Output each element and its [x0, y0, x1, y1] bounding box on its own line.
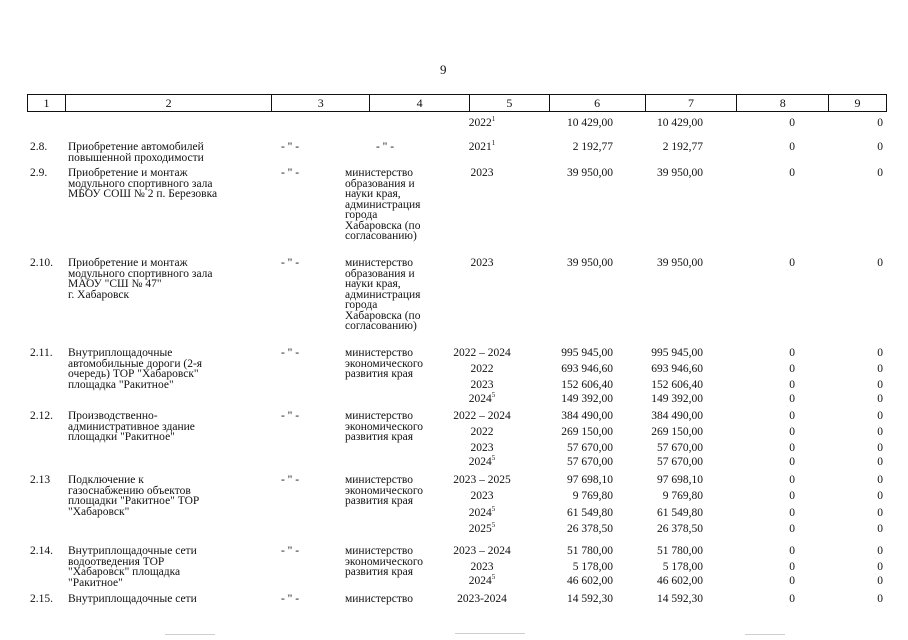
value-col-8: 0 — [789, 545, 795, 557]
value-col-7: 2 192,77 — [662, 141, 703, 153]
value-col-7: 384 490,00 — [651, 410, 703, 422]
value-col-9: 0 — [877, 523, 883, 535]
footnote-mark: 5 — [491, 391, 496, 400]
row-executor: - " - — [375, 141, 395, 153]
header-col-9: 9 — [828, 95, 886, 111]
value-col-9: 0 — [877, 456, 883, 468]
year-text: 2024 — [468, 456, 492, 468]
row-executor: министерство образования и науки края, администрация города Хабаровска (по согласованию) — [345, 257, 421, 332]
header-col-5: 5 — [469, 95, 549, 111]
value-col-7: 46 602,00 — [657, 575, 703, 587]
row-year — [442, 573, 522, 587]
row-responsible-ref: - " - — [280, 167, 300, 179]
value-col-6: 2 192,77 — [572, 141, 613, 153]
year-text: 2023 — [470, 257, 494, 269]
value-col-8: 0 — [789, 575, 795, 587]
header-col-8: 8 — [736, 95, 828, 111]
value-col-9: 0 — [877, 593, 883, 605]
row-year — [442, 115, 522, 129]
row-executor: министерство экономического развития края — [345, 474, 424, 507]
row-year — [442, 443, 522, 454]
value-col-6: 269 150,00 — [561, 426, 613, 438]
year-text: 2023 — [470, 379, 494, 391]
value-col-9: 0 — [877, 117, 883, 129]
value-col-9: 0 — [877, 507, 883, 519]
value-col-7: 269 150,00 — [651, 426, 703, 438]
year-text: 2024 — [468, 393, 492, 405]
row-executor: министерство — [345, 593, 413, 605]
row-executor: министерство экономического развития края — [345, 545, 424, 578]
value-col-8: 0 — [789, 393, 795, 405]
value-col-7: 51 780,00 — [657, 545, 703, 557]
header-col-1: 1 — [43, 95, 50, 110]
year-text: 2024 — [468, 575, 492, 587]
row-year — [442, 168, 522, 179]
value-col-6: 152 606,40 — [561, 379, 613, 391]
row-year — [442, 505, 522, 519]
row-year — [442, 562, 522, 573]
row-responsible-ref: - " - — [280, 141, 300, 153]
value-col-7: 995 945,00 — [651, 347, 703, 359]
value-col-6: 57 670,00 — [567, 442, 613, 454]
row-name: Приобретение и монтаж модульного спортивного зала МАОУ "СШ № 47" г. Хабаровск — [68, 257, 213, 301]
scan-artifact — [165, 634, 215, 635]
value-col-9: 0 — [877, 347, 883, 359]
row-executor: министерство экономического развития края — [345, 410, 424, 443]
value-col-7: 97 698,10 — [657, 474, 703, 486]
row-year — [442, 454, 522, 468]
value-col-8: 0 — [789, 456, 795, 468]
header-col-4: 4 — [369, 95, 469, 111]
year-text: 2025 — [468, 523, 492, 535]
year-text: 2022 – 2024 — [453, 347, 511, 359]
value-col-7: 61 549,80 — [657, 507, 703, 519]
value-col-9: 0 — [877, 167, 883, 179]
row-responsible-ref: - " - — [280, 593, 300, 605]
value-col-7: 5 178,00 — [662, 561, 703, 573]
value-col-6: 39 950,00 — [567, 257, 613, 269]
footnote-mark: 5 — [491, 454, 496, 463]
row-number: 2.14. — [30, 545, 53, 557]
value-col-7: 57 670,00 — [657, 456, 703, 468]
year-text: 2024 — [468, 507, 492, 519]
header-col-7: 7 — [645, 95, 737, 111]
year-text: 2023 — [470, 167, 494, 179]
value-col-7: 10 429,00 — [657, 117, 703, 129]
row-year — [442, 258, 522, 269]
row-name: Подключение к газоснабжению объектов площадки "Ракитное" ТОР "Хабаровск" — [68, 474, 200, 518]
value-col-9: 0 — [877, 490, 883, 502]
header-col-6: 6 — [549, 95, 645, 111]
value-col-9: 0 — [877, 442, 883, 454]
row-name: Приобретение и монтаж модульного спортивного зала МБОУ СОШ № 2 п. Березовка — [68, 167, 218, 200]
value-col-9: 0 — [877, 363, 883, 375]
row-number: 2.8. — [30, 141, 48, 153]
row-year — [442, 391, 522, 405]
value-col-8: 0 — [789, 167, 795, 179]
value-col-8: 0 — [789, 593, 795, 605]
row-number: 2.12. — [30, 410, 53, 422]
value-col-9: 0 — [877, 474, 883, 486]
value-col-7: 152 606,40 — [651, 379, 703, 391]
value-col-9: 0 — [877, 379, 883, 391]
year-text: 2022 — [468, 117, 492, 129]
value-col-9: 0 — [877, 393, 883, 405]
value-col-7: 14 592,30 — [657, 593, 703, 605]
value-col-6: 149 392,00 — [561, 393, 613, 405]
row-number: 2.13 — [30, 474, 51, 486]
value-col-8: 0 — [789, 141, 795, 153]
value-col-7: 26 378,50 — [657, 523, 703, 535]
value-col-6: 61 549,80 — [567, 507, 613, 519]
row-name: Внутриплощадочные сети — [68, 593, 197, 605]
value-col-7: 9 769,80 — [662, 490, 703, 502]
value-col-8: 0 — [789, 561, 795, 573]
value-col-8: 0 — [789, 490, 795, 502]
row-year — [442, 380, 522, 391]
value-col-7: 693 946,60 — [651, 363, 703, 375]
value-col-6: 14 592,30 — [567, 593, 613, 605]
row-year — [442, 491, 522, 502]
value-col-7: 39 950,00 — [657, 167, 703, 179]
value-col-6: 693 946,60 — [561, 363, 613, 375]
value-col-6: 46 602,00 — [567, 575, 613, 587]
value-col-8: 0 — [789, 117, 795, 129]
row-year — [442, 139, 522, 153]
row-year — [442, 348, 522, 359]
row-executor: министерство экономического развития края — [345, 347, 424, 380]
value-col-9: 0 — [877, 410, 883, 422]
value-col-8: 0 — [789, 507, 795, 519]
value-col-8: 0 — [789, 257, 795, 269]
value-col-8: 0 — [789, 363, 795, 375]
header-col-2: 2 — [65, 95, 272, 111]
row-name: Производственно- административное здание площадки "Ракитное" — [68, 410, 195, 443]
value-col-6: 384 490,00 — [561, 410, 613, 422]
row-year — [442, 364, 522, 375]
row-year — [442, 546, 522, 557]
row-year — [442, 411, 522, 422]
row-year — [442, 594, 522, 605]
scan-artifact — [455, 633, 525, 634]
footnote-mark: 1 — [491, 115, 496, 124]
year-text: 2022 — [470, 426, 494, 438]
value-col-9: 0 — [877, 561, 883, 573]
value-col-6: 995 945,00 — [561, 347, 613, 359]
value-col-9: 0 — [877, 141, 883, 153]
year-text: 2023 – 2024 — [453, 545, 511, 557]
value-col-8: 0 — [789, 442, 795, 454]
value-col-8: 0 — [789, 474, 795, 486]
footnote-mark: 1 — [491, 139, 496, 148]
footnote-mark: 5 — [491, 521, 496, 530]
year-text: 2022 — [470, 363, 494, 375]
row-number: 2.10. — [30, 257, 53, 269]
value-col-6: 9 769,80 — [572, 490, 613, 502]
value-col-8: 0 — [789, 426, 795, 438]
year-text: 2022 – 2024 — [453, 410, 511, 422]
value-col-8: 0 — [789, 523, 795, 535]
row-name: Внутриплощадочные сети водоотведения ТОР "Хабаровск" площадка "Ракитное" — [68, 545, 197, 589]
value-col-9: 0 — [877, 575, 883, 587]
value-col-9: 0 — [877, 545, 883, 557]
row-year — [442, 427, 522, 438]
value-col-8: 0 — [789, 347, 795, 359]
value-col-6: 57 670,00 — [567, 456, 613, 468]
year-text: 2023-2024 — [457, 593, 507, 605]
value-col-7: 57 670,00 — [657, 442, 703, 454]
row-responsible-ref: - " - — [280, 545, 300, 557]
footnote-mark: 5 — [491, 573, 496, 582]
value-col-7: 39 950,00 — [657, 257, 703, 269]
footnote-mark: 5 — [491, 505, 496, 514]
value-col-6: 39 950,00 — [567, 167, 613, 179]
row-number: 2.15. — [30, 593, 53, 605]
row-year — [442, 521, 522, 535]
row-responsible-ref: - " - — [280, 410, 300, 422]
row-responsible-ref: - " - — [280, 474, 300, 486]
year-text: 2023 — [470, 561, 494, 573]
row-responsible-ref: - " - — [280, 347, 300, 359]
value-col-6: 5 178,00 — [572, 561, 613, 573]
row-number: 2.9. — [30, 167, 48, 179]
row-number: 2.11. — [30, 347, 53, 359]
value-col-7: 149 392,00 — [651, 393, 703, 405]
year-text: 2023 – 2025 — [453, 474, 511, 486]
row-year — [442, 475, 522, 486]
table-header — [27, 94, 887, 112]
row-responsible-ref: - " - — [280, 257, 300, 269]
value-col-6: 97 698,10 — [567, 474, 613, 486]
value-col-6: 10 429,00 — [567, 117, 613, 129]
year-text: 2023 — [470, 490, 494, 502]
year-text: 2021 — [468, 141, 492, 153]
value-col-9: 0 — [877, 426, 883, 438]
row-name: Приобретение автомобилей повышенной проходимости — [68, 141, 204, 164]
value-col-8: 0 — [789, 410, 795, 422]
row-executor: министерство образования и науки края, администрация города Хабаровска (по согласованию) — [345, 167, 421, 242]
scan-artifact — [745, 634, 785, 635]
row-name: Внутриплощадочные автомобильные дороги (2-я очередь) ТОР "Хабаровск" площадка "Ракитное" — [68, 347, 203, 391]
value-col-6: 26 378,50 — [567, 523, 613, 535]
year-text: 2023 — [470, 442, 494, 454]
header-col-3: 3 — [271, 95, 369, 111]
value-col-8: 0 — [789, 379, 795, 391]
page-number: 9 — [440, 62, 447, 77]
value-col-9: 0 — [877, 257, 883, 269]
value-col-6: 51 780,00 — [567, 545, 613, 557]
